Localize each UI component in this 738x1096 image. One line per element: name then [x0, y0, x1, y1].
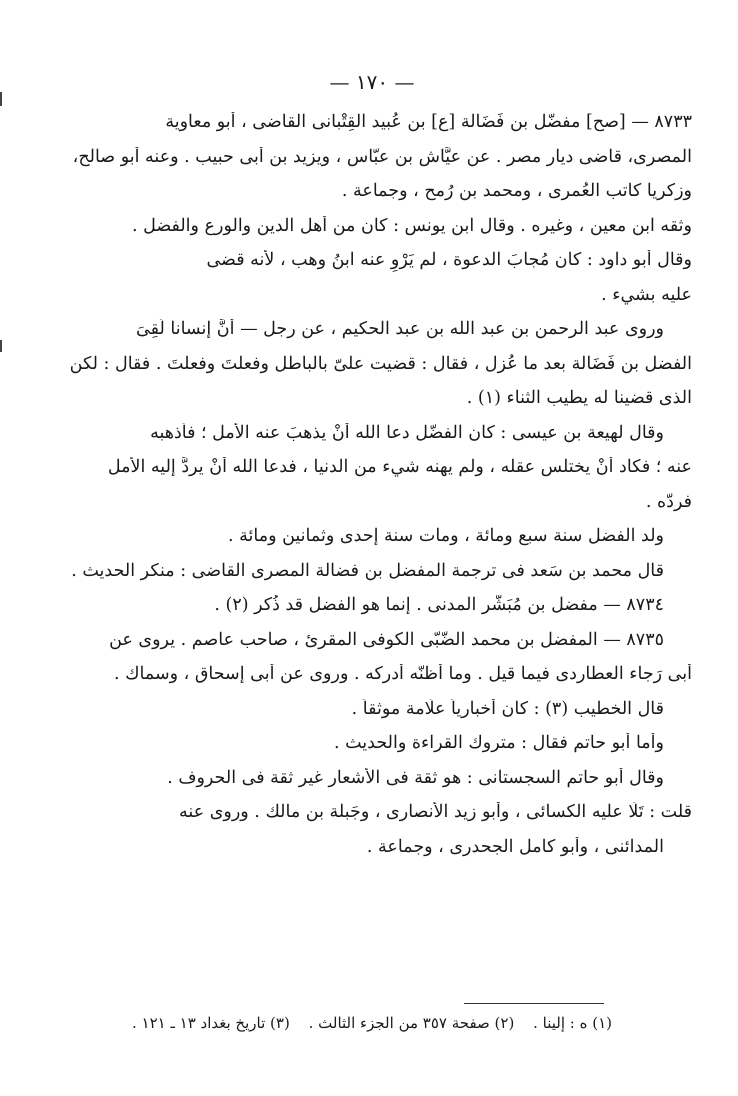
text-line: وثقه ابن معين ، وغيره . وقال ابن يونس : كان من أهل الدين والورع والفضل .: [131, 215, 692, 236]
page-number: — ١٧٠ —: [329, 70, 415, 94]
text-line: المدائنى ، وأبو كامل الجحدرى ، وجماعة .: [366, 836, 664, 857]
text-line: ٨٧٣٣ — [صح] مفضّل بن فَضَالة [ع] بن عُبيد القِتْبانى القاضى ، أبو معاوية: [165, 112, 692, 132]
text-line: وقال أبو حاتم السجستانى : هو ثقة فى الأشعار غير ثقة فى الحروف .: [167, 767, 664, 788]
text-line: قال محمد بن سَعد فى ترجمة المفضل بن فضالة المصرى القاضى : منكر الحديث .: [71, 560, 664, 581]
text-line: الذى قضينا له يطيب الثناء (١) .: [466, 388, 692, 408]
text-line: أبى رَجاء العطاردى فيما قيل . وما أظنّه أدركه . وروى عن أبى إسحاق ، وسماك .: [113, 664, 692, 684]
text-line: المصرى، قاضى ديار مصر . عن عيَّاش بن عبّاس ، ويزيد بن أبى حبيب . وعنه أبو صالح،: [72, 146, 692, 167]
text-line: فردّه .: [645, 491, 692, 512]
footnote-3: (٣) تاريخ بغداد ١٣ ـ ١٢١ .: [131, 1014, 290, 1032]
footnote-2: (٢) صفحة ٣٥٧ من الجزء الثالث .: [308, 1014, 515, 1032]
page-body: [52, 70, 692, 871]
text-line: قلت : تَلَا عليه الكسائى ، وأبو زيد الأنصارى ، وجَبلة بن مالك . وروى عنه: [179, 802, 692, 822]
text-line: وقال لهيعة بن عيسى : كان الفضّل دعا الله أنْ يذهبَ عنه الأمل ؛ فأذهبه: [150, 422, 664, 443]
text-line: وروى عبد الرحمن بن عبد الله بن عبد الحكيم ، عن رجل — أنَّ إنسانا لَقِىَ: [136, 319, 664, 339]
text-line: وزكريا كاتب العُمرى ، ومحمد بن رُمح ، وجماعة .: [341, 181, 692, 201]
footnotes: [52, 1012, 612, 1034]
footnote-separator: [464, 1003, 604, 1004]
margin-mark: [0, 92, 2, 106]
text-line: قال الخطيب (٣) : كان أخبارياً علّامة موثقاً .: [351, 698, 664, 719]
text-line: وقال أبو داود : كان مُجابَ الدعوة ، لم يَرْوِ عنه ابنُ وهب ، لأنه قضى: [206, 250, 692, 270]
text-line: عليه بشيء .: [601, 284, 692, 305]
footnote-1: (١) ه : إلينا .: [533, 1014, 612, 1032]
text-line: وأما أبو حاتم فقال : متروك القراءة والحديث .: [333, 733, 664, 753]
text-line: ٨٧٣٤ — مفضل بن مُبَشّر المدنى . إنما هو الفضل قد ذُكر (٢) .: [214, 595, 664, 615]
text-line: عنه ؛ فكاد أنْ يختلس عقله ، ولم يهنه شيء من الدنيا ، فدعا الله أنْ يردَّ إليه الأمل: [107, 457, 692, 477]
margin-mark: [0, 340, 2, 352]
text-line: ٨٧٣٥ — المفضل بن محمد الضّبّى الكوفى المقرئ ، صاحب عاصم . يروى عن: [109, 629, 664, 650]
text-line: ولد الفضل سنة سبع ومائة ، ومات سنة إحدى وثمانين ومائة .: [227, 526, 664, 546]
text-line: الفضل بن فَضَالة بعد ما عُزل ، فقال : قضيت علىّ بالباطل وفعلتَ وفعلتَ . فقال : لكن: [69, 353, 692, 374]
main-text: [52, 112, 692, 871]
